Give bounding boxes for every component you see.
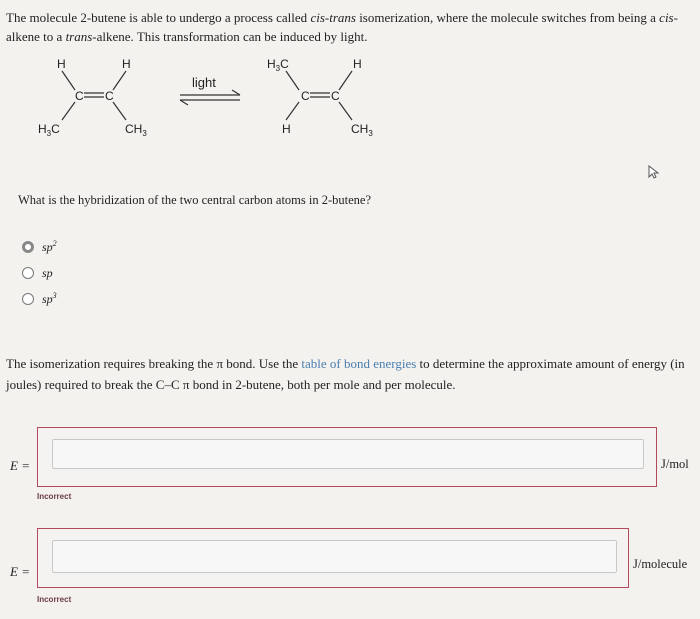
option-label: $sp^2$ — [42, 239, 57, 254]
cis-top-left: H — [57, 57, 66, 71]
reaction-diagram — [20, 50, 400, 150]
intro-trans: trans — [65, 29, 93, 44]
intro-part: The molecule 2-butene is able to undergo a process called — [6, 10, 311, 25]
energy-mol-label: E = — [10, 458, 30, 473]
trans-bottom-left: H — [282, 122, 291, 136]
question2-text: to determine the approximate amount of energy (in joules) required to break the C–C π bond in 2-butene, both per mole and per molecule. — [6, 356, 685, 392]
question-hybridization: What is the hybridization of the two central carbon atoms in 2-butene? — [18, 193, 372, 207]
cis-bottom-right: $CH_3$ — [125, 122, 147, 138]
energy-mol-input[interactable] — [52, 439, 644, 469]
option-sp[interactable] — [22, 260, 57, 286]
option-sp2[interactable] — [22, 234, 57, 260]
trans-c1: C — [301, 89, 310, 103]
intro-text — [6, 8, 696, 46]
trans-top-right: H — [353, 57, 362, 71]
trans-bottom-right: $CH_3$ — [351, 122, 373, 138]
energy-molecule-input[interactable] — [52, 540, 617, 573]
cis-bottom-left: $H_3C$ — [38, 122, 60, 138]
hybridization-options — [22, 234, 57, 312]
intro-part: isomerization, where the molecule switches from being a — [355, 10, 660, 25]
energy-molecule-label: E = — [10, 564, 30, 579]
bond-energies-link[interactable]: table of bond energies — [301, 356, 417, 371]
mouse-cursor-icon — [648, 165, 660, 179]
energy-molecule-unit: J/molecule — [633, 557, 688, 571]
trans-c2: C — [331, 89, 340, 103]
energy-mol-unit: J/mol — [661, 457, 689, 471]
question-bond-energy — [6, 353, 694, 395]
cis-top-right: H — [122, 57, 131, 71]
cis-c2: C — [105, 89, 114, 103]
intro-part: -alkene to a — [6, 10, 678, 44]
energy-mol-status: Incorrect — [37, 492, 72, 501]
trans-top-left: $H_3C$ — [267, 57, 289, 73]
radio-selected-icon[interactable] — [22, 241, 34, 253]
question2-text: The isomerization requires breaking the π bond. Use the — [6, 356, 302, 371]
radio-icon[interactable] — [22, 267, 34, 279]
arrow-label: light — [192, 75, 216, 90]
intro-cis: cis — [659, 10, 674, 25]
energy-molecule-status: Incorrect — [37, 595, 72, 604]
cis-c1: C — [75, 89, 84, 103]
intro-cis-trans: cis-trans — [310, 10, 356, 25]
intro-part: -alkene. This transformation can be induced by light. — [92, 29, 368, 44]
option-sp3[interactable] — [22, 286, 57, 312]
option-label: $sp^3$ — [42, 291, 57, 306]
radio-icon[interactable] — [22, 293, 34, 305]
option-label: sp — [42, 265, 53, 280]
